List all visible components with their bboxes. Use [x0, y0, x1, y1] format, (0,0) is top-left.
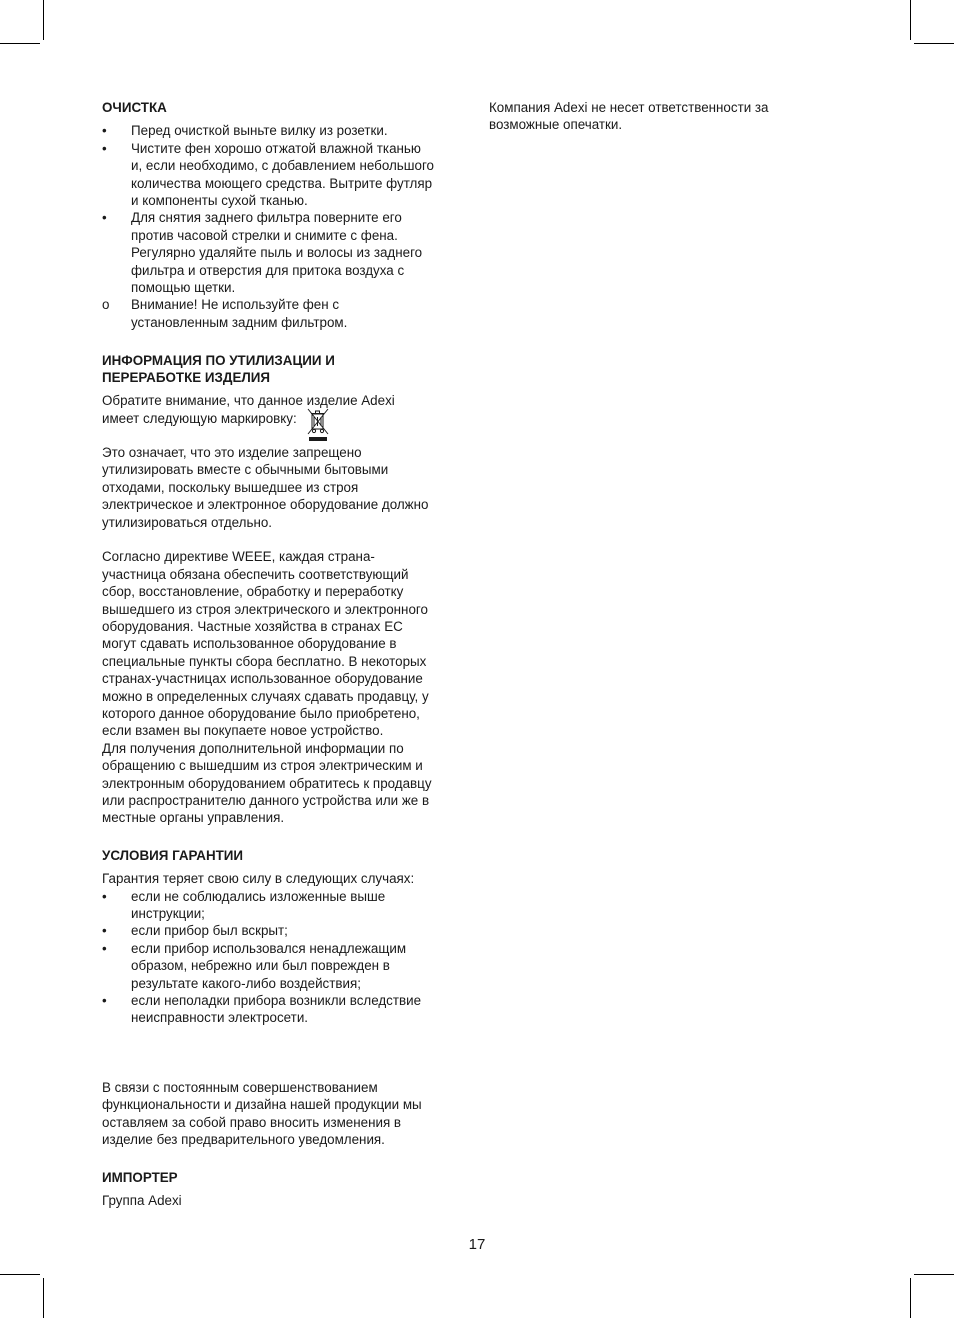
right-column	[489, 99, 819, 134]
crossed-out-wheelie-bin-icon	[307, 408, 329, 442]
cleaning-heading: ОЧИСТКА	[102, 100, 167, 115]
crop-mark	[910, 1278, 911, 1318]
cleaning-list	[102, 122, 464, 331]
list-item: • если прибор был вскрыт;	[102, 923, 288, 939]
disposal-heading: ИНФОРМАЦИЯ ПО УТИЛИЗАЦИИ И ПЕРЕРАБОТКЕ ИЗДЕЛИЯ	[102, 352, 335, 386]
crop-mark	[910, 0, 911, 40]
bullet-marker: •	[102, 940, 107, 956]
bullet-marker: •	[102, 140, 107, 156]
list-item: • Для снятия заднего фильтра поверните его против часовой стрелки и снимите с фена. Регулярно удаляйте пыль и волосы из заднего фильтра и отверстия для притока воздуха с помощью щетки.	[102, 210, 423, 296]
disclaimer: Компания Adexi не несет ответственности за возможные опечатки.	[489, 100, 769, 133]
warranty-list	[102, 888, 464, 1027]
list-item: o Внимание! Не используйте фен с установленным задним фильтром.	[102, 297, 348, 330]
list-item: • если прибор использовался ненадлежащим образом, небрежно или был поврежден в результате какого-либо воздействия;	[102, 940, 407, 991]
crop-mark	[914, 43, 954, 44]
warranty-heading: УСЛОВИЯ ГАРАНТИИ	[102, 847, 244, 863]
warranty-intro: Гарантия теряет свою силу в следующих случаях:	[102, 871, 415, 887]
crop-mark	[43, 1278, 44, 1318]
weee-paragraph: Согласно директиве WEEE, каждая страна- участница обязана обеспечить соответствующий сбор, восстановление, обработку и переработку вышедшего из строя электрического и электронного оборудования. Частные хозяйства в странах ЕС могут сдавать использованное оборудование в специальные пункты сбора бесплатно. В некоторых странах-участницах использованное оборудование можно в определенных случаях сдавать продавцу, у которого данное оборудование было приобретено, если взамен вы покупаете новое устройство. Для получения дополнительной информации по обращению с вышедшим из строя электрическим и электронным оборудованием обратитесь к продавцу или распространителю данного устройства или же в местные органы управления.	[102, 549, 432, 826]
bullet-marker: •	[102, 123, 107, 139]
crop-mark	[914, 1274, 954, 1275]
list-item: • если неполадки прибора возникли вследствие неисправности электросети.	[102, 993, 422, 1026]
page-number: 17	[468, 1236, 486, 1253]
bullet-marker: •	[102, 993, 107, 1009]
disposal-meaning: Это означает, что это изделие запрещено утилизировать вместе с обычными бытовыми отходами, поскольку вышедшее из строя электрическое и электронное оборудование должно утилизироваться отдельно.	[102, 444, 429, 530]
crop-mark	[0, 1274, 40, 1275]
list-item: • Перед очисткой выньте вилку из розетки.	[102, 123, 388, 139]
left-column	[102, 99, 464, 1209]
crop-mark	[0, 43, 40, 44]
bullet-marker: •	[102, 923, 107, 939]
disposal-intro: Обратите внимание, что данное изделие Adexi имеет следующую маркировку:	[102, 392, 464, 443]
bullet-marker: •	[102, 888, 107, 904]
crop-mark	[43, 0, 44, 40]
importer-name: Группа Adexi	[102, 1192, 182, 1208]
changes-notice: В связи с постоянным совершенствованием функциональности и дизайна нашей продукции мы оставляем за собой право вносить изменения в изделие без предварительного уведомления.	[102, 1079, 422, 1148]
list-item: • Чистите фен хорошо отжатой влажной тканью и, если необходимо, с добавлением небольшого количества моющего средства. Вытрите футляр и компоненты сухой тканью.	[102, 140, 435, 209]
bullet-marker: o	[102, 297, 110, 313]
list-item: • если не соблюдались изложенные выше инструкции;	[102, 888, 386, 922]
bullet-marker: •	[102, 210, 107, 226]
importer-heading: ИМПОРТЕР	[102, 1169, 178, 1185]
